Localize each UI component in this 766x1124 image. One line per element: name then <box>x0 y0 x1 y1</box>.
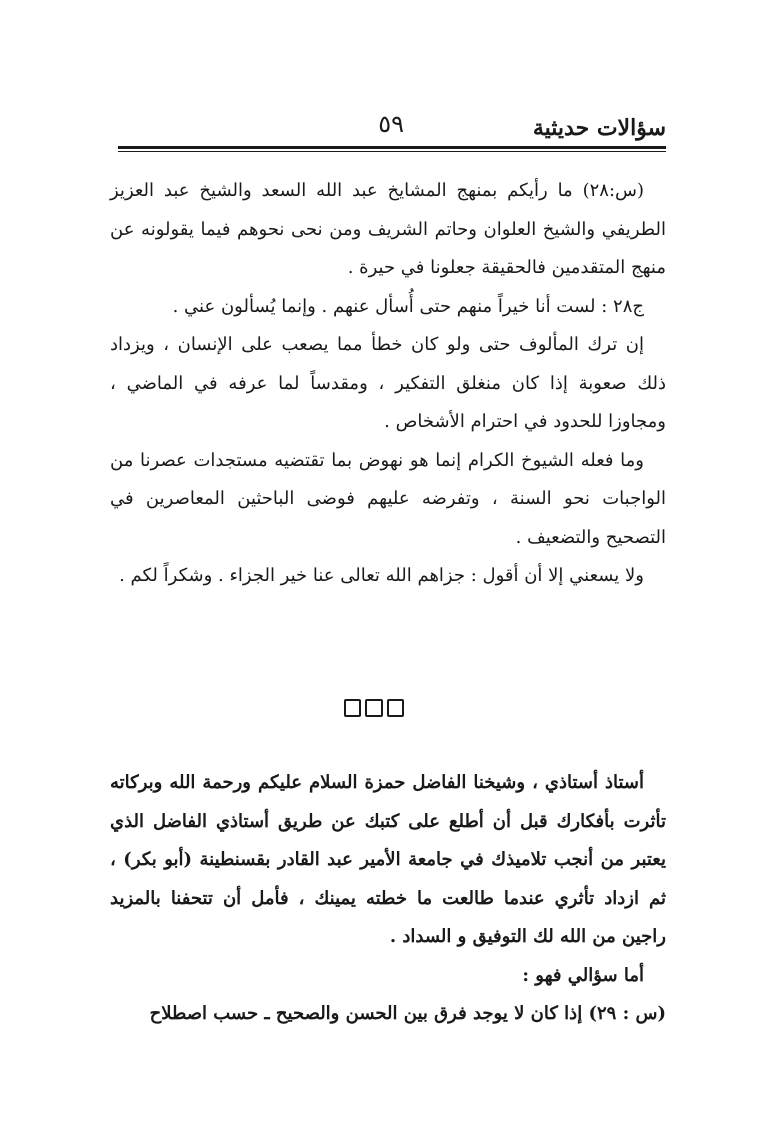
header-rule-thick <box>118 146 666 149</box>
paragraph: ولا يسعني إلا أن أقول : جزاهم الله تعالى عنا خير الجزاء . وشكراً لكم . <box>119 565 644 586</box>
running-header <box>118 112 666 144</box>
header-title: سؤالات حديثية <box>532 115 666 141</box>
paragraph: وما فعله الشيوخ الكرام إنما هو نهوض بما تقتضيه مستجدات عصرنا من الواجبات نحو السنة ، وتفرضه عليهم فوضى الباحثين المعاصرين في التصحيح والتضعيف . <box>110 449 666 548</box>
section-separator <box>344 699 404 717</box>
section-1 <box>110 172 666 596</box>
question-28: (س:٢٨) ما رأيكم بمنهج المشايخ عبد الله السعد والشيخ عبد العزيز الطريفي والشيخ العلوان وحاتم الشريف ومن نحى نحوهم فيما يقولونه عن منهج المتقدمين فالحقيقة جعلونا في حيرة . <box>110 180 666 278</box>
answer-28: ج٢٨ : لست أنا خيراً منهم حتى أُسأل عنهم . وإنما يُسألون عني . <box>172 295 644 317</box>
square-ornament-icon <box>365 699 382 717</box>
square-ornament-icon <box>344 699 361 717</box>
header-rule-thin <box>118 151 666 152</box>
square-ornament-icon <box>387 699 404 717</box>
letter-paragraph: أستاذ أستاذي ، وشيخنا الفاضل حمزة السلام عليكم ورحمة الله وبركاته تأثرت بأفكارك قبل أن أطلع على كتبك عن طريق أستاذي الفاضل الذي يعتبر من أنجب تلاميذك في جامعة الأمير عبد القادر بقسنطينة (أبو بكر) ، ثم ازداد تأثري عندما طالعت ما خطته يمينك ، فأمل أن تتحفنا بالمزيد راجين من الله لك التوفيق و السداد . <box>110 772 666 947</box>
question-intro: أما سؤالي فهو : <box>522 964 644 986</box>
page-number: ٥٩ <box>378 110 404 138</box>
paragraph: إن ترك المألوف حتى ولو كان خطأ مما يصعب على الإنسان ، ويزداد ذلك صعوبة إذا كان منغلق التفكير ، ومقدساً لما عرفه في الماضي ، ومجاوزا للحدود في احترام الأشخاص . <box>110 334 666 432</box>
section-2 <box>110 764 666 1034</box>
question-29: (س : ٢٩) إذا كان لا يوجد فرق بين الحسن والصحيح ـ حسب اصطلاح <box>149 1003 666 1024</box>
